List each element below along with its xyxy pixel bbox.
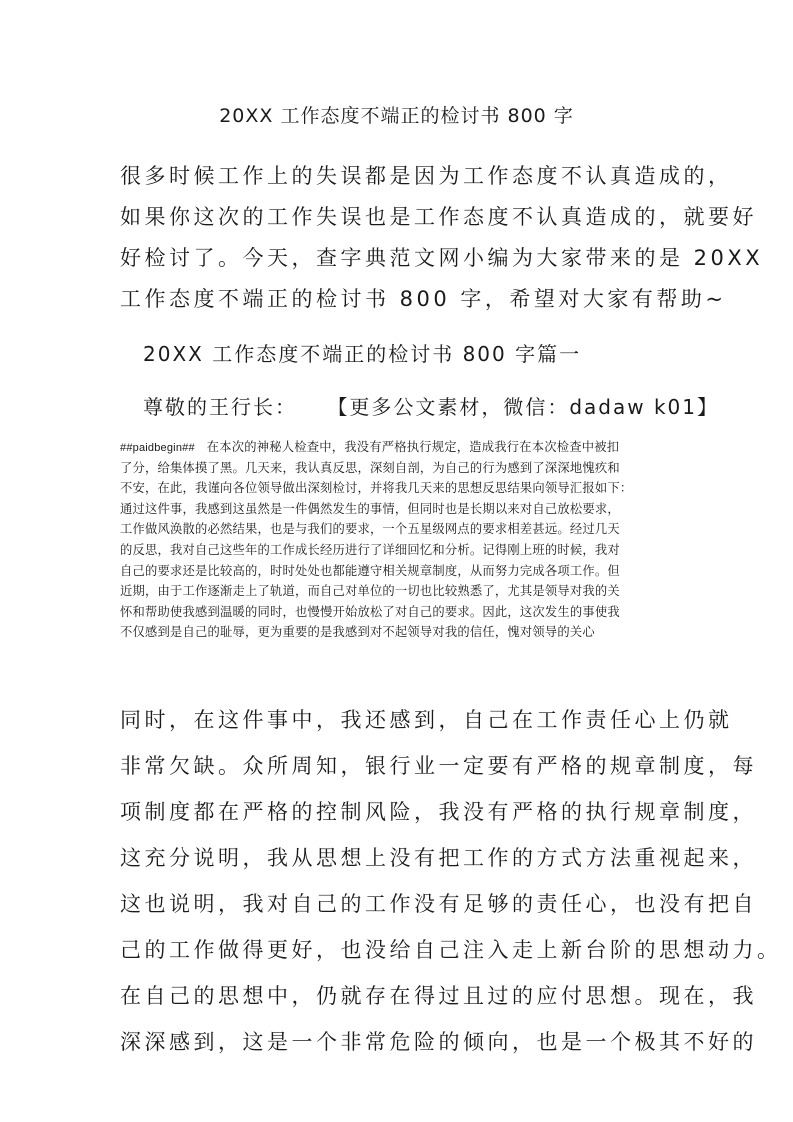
text-line: 在自己的思想中，仍就存在得过且过的应付思想。现在，我 bbox=[120, 984, 757, 1008]
text-line: 如果你这次的工作失误也是工作态度不认真造成的，就要好 bbox=[120, 205, 757, 229]
small-paragraph bbox=[120, 437, 680, 643]
intro-paragraph bbox=[120, 156, 764, 320]
salutation-line bbox=[143, 392, 719, 422]
text-line: 己的工作做得更好，也没给自己注入走上新台阶的思想动力。 bbox=[120, 938, 782, 962]
text-line: 很多时候工作上的失误都是因为工作态度不认真造成的， bbox=[120, 164, 733, 188]
text-line: 好检讨了。今天，查字典范文网小编为大家带来的是 20XX bbox=[120, 246, 764, 270]
text-line: 不仅感到是自己的耻辱，更为重要的是我感到对不起领导对我的信任，愧对领导的关心 bbox=[120, 625, 595, 640]
text-line: 近期，由于工作逐渐走上了轨道，而自己对单位的一切也比较熟悉了，尤其是领导对我的关 bbox=[120, 584, 620, 599]
text-line-content: 在本次的神秘人检查中，我没有严格执行规定，造成我行在本次检查中被扣 bbox=[206, 440, 620, 454]
text-line bbox=[120, 437, 680, 458]
promo-text: 【更多公文素材，微信：dadaw k01】 bbox=[327, 395, 720, 419]
section-heading: 20XX 工作态度不端正的检讨书 800 字篇一 bbox=[143, 342, 582, 366]
text-line: 怀和帮助使我感到温暖的同时，也慢慢开始放松了对自己的要求。因此，这次发生的事使我 bbox=[120, 604, 620, 619]
text-line: 深深感到，这是一个非常危险的倾向，也是一个极其不好的 bbox=[120, 1030, 757, 1054]
text-line: 工作态度不端正的检讨书 800 字，希望对大家有帮助~ bbox=[120, 287, 727, 311]
text-line: 工作做风涣散的必然结果，也是与我们的要求，一个五星级网点的要求相差甚远。经过几天 bbox=[120, 522, 620, 537]
text-line: 同时，在这件事中，我还感到，自己在工作责任心上仍就 bbox=[120, 708, 733, 732]
text-line: 非常欠缺。众所周知，银行业一定要有严格的规章制度，每 bbox=[120, 754, 757, 778]
text-line: 这充分说明，我从思想上没有把工作的方式方法重视起来， bbox=[120, 846, 757, 870]
text-line: 通过这件事，我感到这虽然是一件偶然发生的事情，但同时也是长期以来对自己放松要求， bbox=[120, 501, 620, 516]
text-line: 项制度都在严格的控制风险，我没有严格的执行规章制度， bbox=[120, 800, 757, 824]
text-line: 这也说明，我对自己的工作没有足够的责任心，也没有把自 bbox=[120, 892, 757, 916]
document-title: 20XX 工作态度不端正的检讨书 800 字 bbox=[219, 105, 574, 127]
text-line: 了分，给集体摸了黑。几天来，我认真反思，深刻自剖，为自己的行为感到了深深地愧疚和 bbox=[120, 460, 620, 475]
text-line: 的反思，我对自己这些年的工作成长经历进行了详细回忆和分析。记得刚上班的时候，我对 bbox=[120, 542, 620, 557]
paid-marker: ##paidbegin## bbox=[120, 442, 195, 454]
text-line: 不安，在此，我谨向各位领导做出深刻检讨，并将我几天来的思想反思结果向领导汇报如下： bbox=[120, 481, 633, 496]
body-paragraph bbox=[120, 700, 782, 1068]
salutation: 尊敬的王行长： bbox=[143, 395, 297, 419]
text-line: 自己的要求还是比较高的，时时处处也都能遵守相关规章制度，从而努力完成各项工作。但 bbox=[120, 563, 620, 578]
